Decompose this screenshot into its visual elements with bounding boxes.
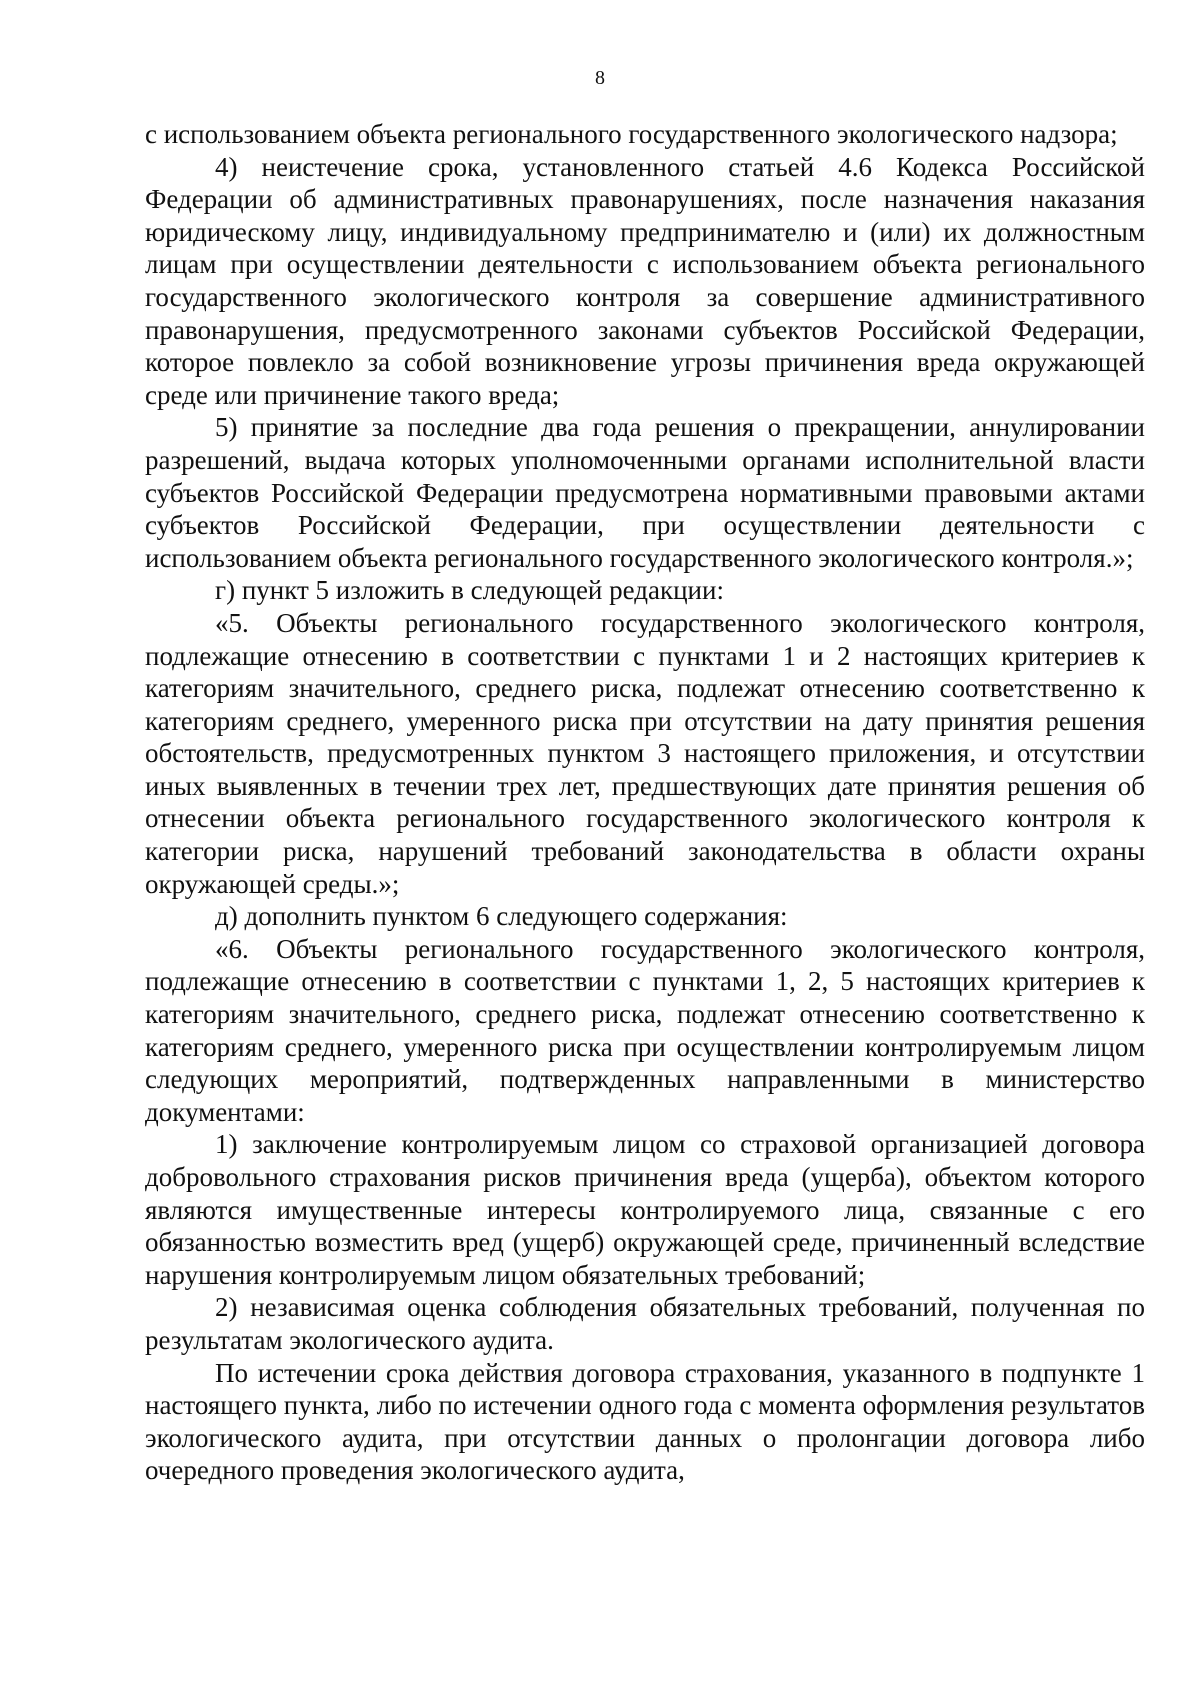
paragraph-clause-6: «6. Объекты регионального государственного экологического контроля, подлежащие отнесению в соответствии с пунктами 1, 2, 5 настоящих критериев к категориям значительного, среднего риска, подлежат отнесению соответственно к категориям среднего, умеренного риска при осуществлении контролируемым лицом следующих мероприятий, подтвержденных направленными в министерство документами: <box>145 933 1145 1127</box>
paragraph-clause-6-item-1: 1) заключение контролируемым лицом со страховой организацией договора добровольного страхования рисков причинения вреда (ущерба), объектом которого являются имущественные интересы контролируемого лица, связанные с его обязанностью возместить вред (ущерб) окружающей среде, причиненный вследствие нарушения контролируемым лицом обязательных требований; <box>145 1129 1145 1290</box>
paragraph-item-5: 5) принятие за последние два года решения о прекращении, аннулировании разрешений, выдача которых уполномоченными органами исполнительной власти субъектов Российской Федерации предусмотрена нормативными правовыми актами субъектов Российской Федерации, при осуществлении деятельности с использованием объекта регионального государственного экологического контроля.»; <box>145 412 1145 573</box>
document-body <box>145 118 1145 1487</box>
paragraph-expiry: По истечении срока действия договора страхования, указанного в подпункте 1 настоящего пункта, либо по истечении одного года с момента оформления результатов экологического аудита, при отсутствии данных о пролонгации договора либо очередного проведения экологического аудита, <box>145 1357 1145 1486</box>
paragraph-item-4: 4) неистечение срока, установленного статьей 4.6 Кодекса Российской Федерации об административных правонарушениях, после назначения наказания юридическому лицу, индивидуальному предпринимателю и (или) их должностным лицам при осуществлении деятельности с использованием объекта регионального государственного экологического контроля за совершение административного правонарушения, предусмотренного законами субъектов Российской Федерации, которое повлекло за собой возникновение угрозы причинения вреда окружающей среде или причинение такого вреда; <box>145 151 1145 410</box>
paragraph-continuation: с использованием объекта регионального государственного экологического надзора; <box>145 119 1118 149</box>
page-number: 8 <box>595 67 605 89</box>
paragraph-subitem-g: г) пункт 5 изложить в следующей редакции: <box>215 575 724 606</box>
paragraph-subitem-d: д) дополнить пунктом 6 следующего содержания: <box>215 901 788 932</box>
paragraph-clause-6-item-2: 2) независимая оценка соблюдения обязательных требований, полученная по результатам экологического аудита. <box>145 1292 1145 1355</box>
paragraph-clause-5: «5. Объекты регионального государственного экологического контроля, подлежащие отнесению в соответствии с пунктами 1 и 2 настоящих критериев к категориям значительного, среднего риска, подлежат отнесению соответственно к категориям среднего, умеренного риска при отсутствии на дату принятия решения обстоятельств, предусмотренных пунктом 3 настоящего приложения, и отсутствии иных выявленных в течении трех лет, предшествующих дате принятия решения об отнесении объекта регионального государственного экологического контроля к категории риска, нарушений требований законодательства в области охраны окружающей среды.»; <box>145 607 1145 899</box>
